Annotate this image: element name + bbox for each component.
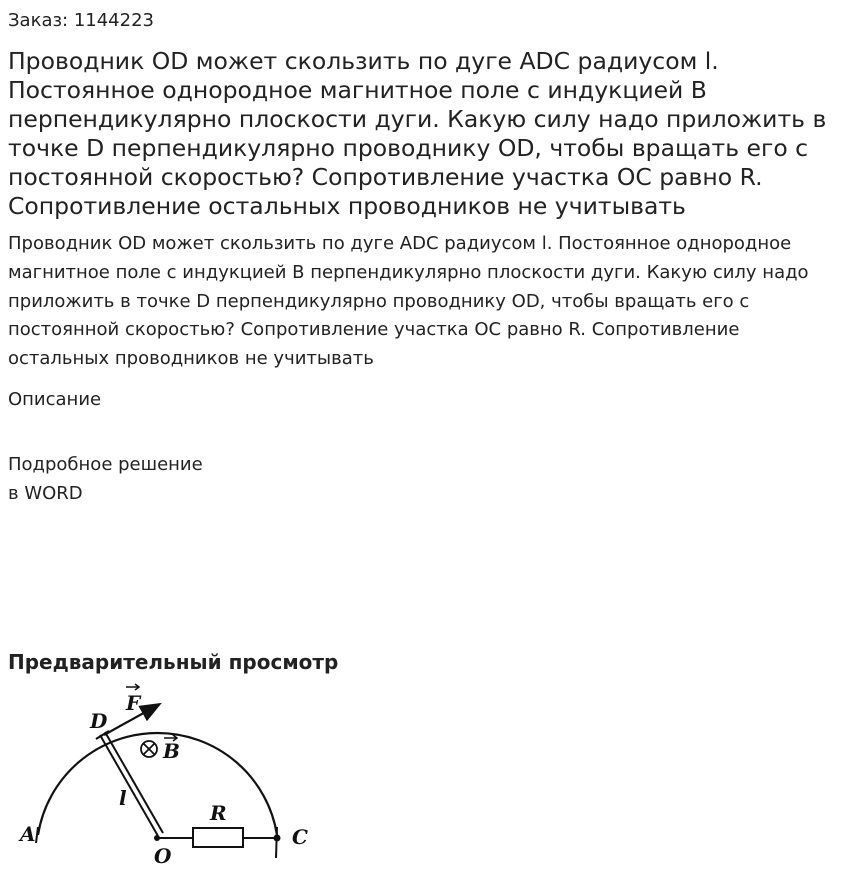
preview-figure bbox=[8, 683, 328, 883]
terminal-c bbox=[276, 827, 277, 858]
label-b: B bbox=[163, 739, 180, 763]
solution-line-2: в WORD bbox=[8, 483, 83, 504]
task-title: Проводник OD может скользить по дуге ADC радиусом l. Постоянное однородное магнитное поле с индукцией B перпендикулярно плоскости дуги. Какую силу надо приложить в точке D перпендикулярно проводнику OD, чтобы вращать его с постоянной скоростью? Сопротивление участка OC равно R. Сопротивление остальных проводников не учитывать bbox=[8, 47, 827, 220]
label-o: O bbox=[154, 844, 172, 868]
label-d: D bbox=[90, 709, 108, 733]
resistor-r bbox=[193, 828, 243, 847]
label-c: C bbox=[292, 825, 308, 849]
label-f: F bbox=[126, 691, 141, 715]
magnetic-field-icon bbox=[141, 741, 157, 757]
label-r: R bbox=[210, 801, 227, 825]
point-c-dot bbox=[274, 835, 281, 842]
description-label: Описание bbox=[8, 389, 102, 410]
preview-title: Предварительный просмотр bbox=[8, 650, 339, 674]
label-l: l bbox=[119, 786, 127, 810]
terminal-a bbox=[36, 827, 38, 843]
solution-line-1: Подробное решение bbox=[8, 454, 203, 475]
order-number: Заказ: 1144223 bbox=[8, 10, 154, 31]
task-description: Проводник OD может скользить по дуге ADC радиусом l. Постоянное однородное магнитное поле с индукцией B перпендикулярно плоскости дуги. Какую силу надо приложить в точке D перпендикулярно проводнику OD, чтобы вращать его с постоянной скоростью? Сопротивление участка OC равно R. Сопротивление остальных проводников не учитывать bbox=[8, 233, 809, 370]
point-o-dot bbox=[154, 835, 160, 841]
solution-info bbox=[8, 450, 203, 508]
vector-arrow-f bbox=[126, 684, 139, 690]
label-a: A bbox=[20, 822, 36, 846]
